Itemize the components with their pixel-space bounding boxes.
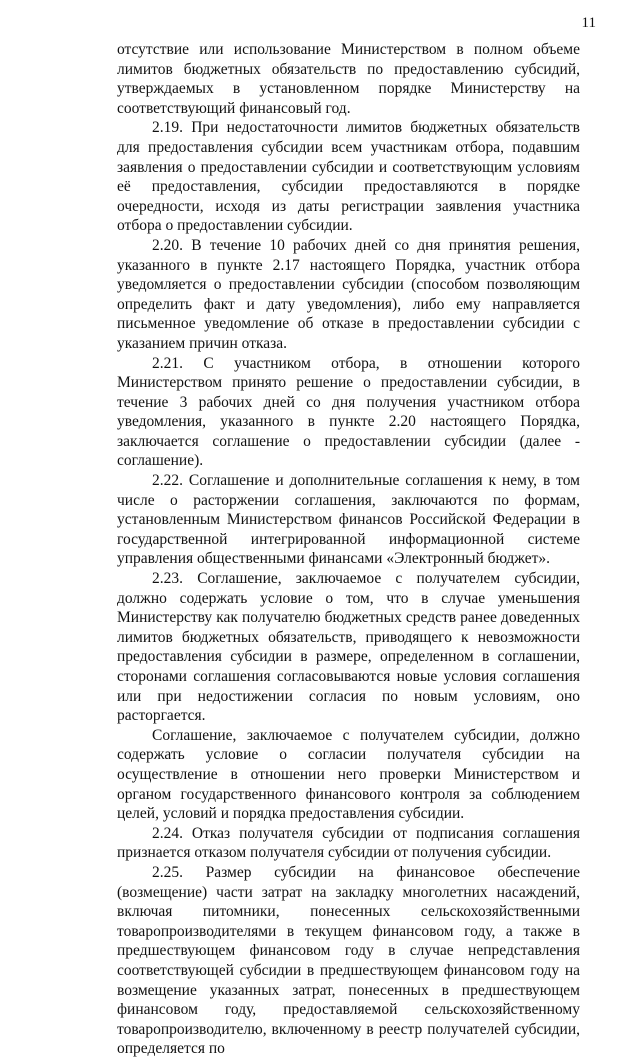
paragraph-2-21: 2.21. С участником отбора, в отношении которого Министерством принято решение о предоставлении субсидии, в течение 3 рабочих дней со дня получения участником отбора уведомления, указанного в пункте 2.20 настоящего Порядка, заключается соглашение о предоставлении субсидии (далее - соглашение). — [117, 354, 580, 470]
document-body — [117, 40, 580, 1059]
paragraph-2-24: 2.24. Отказ получателя субсидии от подписания соглашения признается отказом получателя субсидии от получения субсидии. — [117, 824, 580, 862]
paragraph-2-23-agreement-consent: Соглашение, заключаемое с получателем субсидии, должно содержать условие о согласии получателя субсидии на осуществление в отношении него проверки Министерством и органом государственного финансового контроля за соблюдением целей, условий и порядка предоставления субсидии. — [117, 726, 580, 823]
page-number: 11 — [581, 15, 596, 31]
paragraph-2-19: 2.19. При недостаточности лимитов бюджетных обязательств для предоставления субсидии всем участникам отбора, подавшим заявления о предоставлении субсидии и соответствующим условиям её предоставления, субсидии предоставляются в порядке очередности, исходя из даты регистрации заявления участника отбора о предоставлении субсидии. — [117, 119, 580, 235]
paragraph-2-25: 2.25. Размер субсидии на финансовое обеспечение (возмещение) части затрат на закладку многолетних насаждений, включая питомники, понесенных сельскохозяйственными товаропроизводителями в текущем финансовом году, а также в предшествующем финансовом году в случае непредставления соответствующей субсидии в предшествующем финансовом году на возмещение указанных затрат, понесенных в предшествующем финансовом году, предоставляемой сельскохозяйственному товаропроизводителю, включенному в реестр получателей субсидии, определяется по — [117, 863, 580, 1058]
paragraph-2-20: 2.20. В течение 10 рабочих дней со дня принятия решения, указанного в пункте 2.17 настоящего Порядка, участник отбора уведомляется о предоставлении субсидии (способом позволяющим определить факт и дату уведомления), либо ему направляется письменное уведомление об отказе в предоставлении субсидии с указанием причин отказа. — [117, 236, 580, 352]
paragraph-continuation: отсутствие или использование Министерством в полном объеме лимитов бюджетных обязательств по предоставлению субсидий, утверждаемых в установленном порядке Министерству на соответствующий финансовый год. — [117, 41, 580, 117]
paragraph-2-23: 2.23. Соглашение, заключаемое с получателем субсидии, должно содержать условие о том, что в случае уменьшения Министерству как получателю бюджетных средств ранее доведенных лимитов бюджетных обязательств, приводящего к невозможности предоставления субсидии в размере, определенном в соглашении, сторонами соглашения согласовываются новые условия соглашения или при недостижении согласия по новым условиям, оно расторгается. — [117, 570, 580, 725]
paragraph-2-22: 2.22. Соглашение и дополнительные соглашения к нему, в том числе о расторжении соглашения, заключаются по формам, установленным Министерством финансов Российской Федерации в государственной интегрированной информационной системе управления общественными финансами «Электронный бюджет». — [117, 472, 580, 568]
